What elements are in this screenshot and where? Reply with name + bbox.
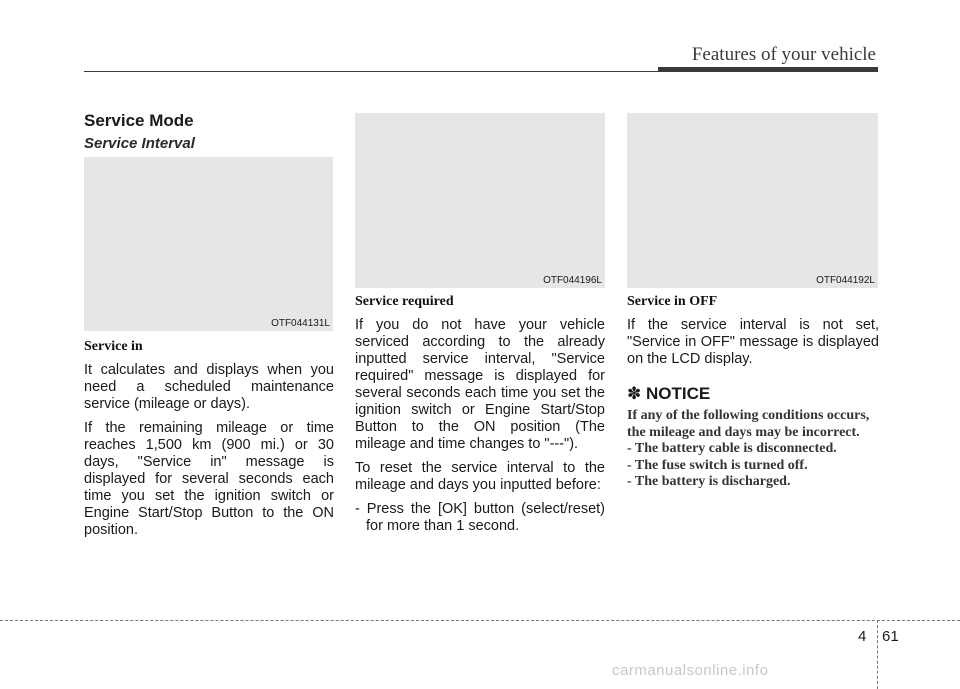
notice-intro: If any of the following conditions occurs, the mileage and days may be incorrect. (627, 408, 870, 440)
header-rule-accent (658, 67, 878, 72)
column-service-off (627, 294, 879, 368)
figure-service-required (355, 113, 605, 288)
service-required-heading: Service required (355, 294, 454, 309)
service-in-paragraph-2: If the remaining mileage or time reaches 1,500 km (900 mi.) or 30 days, "Service in" message is displayed for several seconds each time you set the ignition switch or Engine Start/Stop Button to the ON position. (84, 420, 334, 538)
service-in-heading: Service in (84, 339, 143, 354)
figure-label: OTF044131L (271, 318, 330, 329)
service-off-paragraph-1: If the service interval is not set, "Service in OFF" message is displayed on the LCD display. (627, 317, 879, 367)
notice-item: - The battery cable is disconnected. (627, 441, 837, 456)
notice-body (627, 408, 879, 491)
notice-item: - The battery is discharged. (627, 474, 791, 489)
column-service-required (355, 294, 605, 535)
header-title: Features of your vehicle (691, 44, 876, 65)
section-subtitle: Service Interval (84, 135, 195, 152)
notice-item: - The fuse switch is turned off. (627, 457, 808, 473)
column-service-in (84, 339, 334, 539)
figure-label: OTF044192L (816, 275, 875, 286)
service-required-bullet: - Press the [OK] button (select/reset) for more than 1 second. (355, 501, 605, 534)
footer-divider (877, 620, 878, 689)
section-title: Service Mode (84, 111, 194, 130)
service-off-heading: Service in OFF (627, 294, 718, 309)
figure-service-in (84, 157, 333, 331)
figure-service-off (627, 113, 878, 288)
service-in-paragraph-1: It calculates and displays when you need a scheduled maintenance service (mileage or days). (84, 362, 334, 412)
notice-title: ✽ NOTICE (627, 384, 711, 403)
figure-label: OTF044196L (543, 275, 602, 286)
page-number: 61 (882, 628, 899, 645)
service-required-paragraph-1: If you do not have your vehicle serviced according to the already inputted service interval, "Service required" message is displayed for several seconds each time you set the ignition switch or Engine Start/Stop Button to the ON position (The mileage and time changes to "---"). (355, 317, 605, 452)
chapter-number: 4 (858, 628, 867, 645)
footer-rule (0, 620, 960, 621)
service-required-paragraph-2: To reset the service interval to the mileage and days you inputted before: (355, 460, 605, 493)
watermark: carmanualsonline.info (612, 662, 769, 679)
